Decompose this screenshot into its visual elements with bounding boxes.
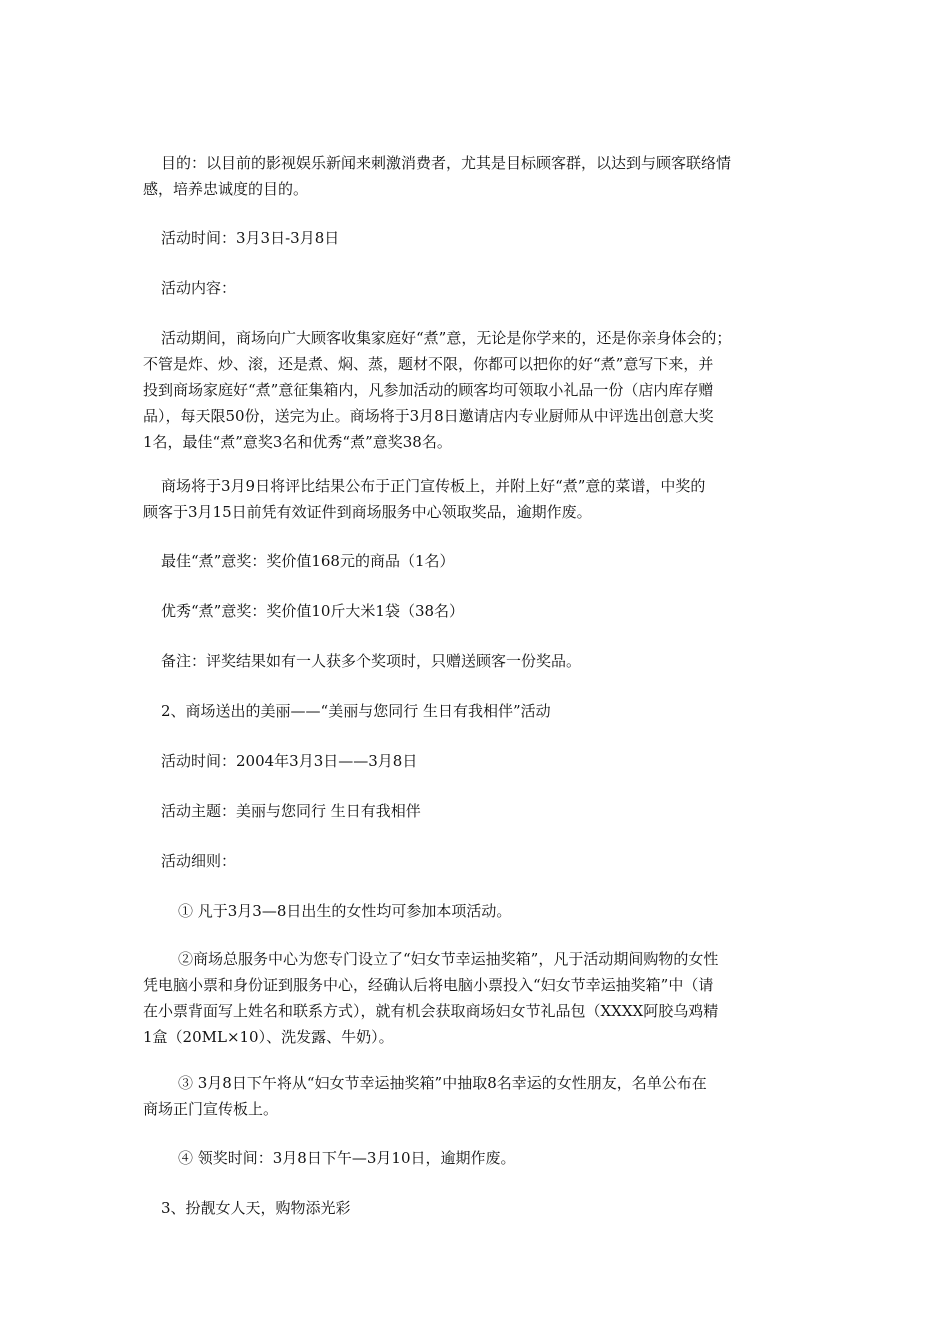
section2-time: [143, 748, 808, 774]
text-line: 3、扮靓女人天，购物添光彩: [161, 1199, 351, 1217]
text-line: ③ 3月8日下午将从“妇女节幸运抽奖箱”中抽取8名幸运的女性朋友，名单公布在: [178, 1074, 707, 1092]
section2-details-heading: [143, 848, 808, 874]
text-line: ②商场总服务中心为您专门设立了“妇女节幸运抽奖箱”，凡于活动期间购物的女性: [178, 950, 719, 968]
text-line: 商场将于3月9日将评比结果公布于正门宣传板上，并附上好“煮”意的菜谱，中奖的: [161, 477, 706, 495]
note: [143, 648, 808, 674]
text-line: 商场正门宣传板上。: [143, 1100, 279, 1118]
text-line: 活动期间，商场向广大顾客收集家庭好“煮”意，无论是你学来的，还是你亲身体会的；: [161, 329, 732, 347]
rule-4: [143, 1145, 808, 1171]
text-line: 优秀“煮”意奖：奖价值10斤大米1袋（38名）: [161, 602, 465, 620]
rule-1: [143, 898, 808, 924]
best-award: [143, 548, 808, 574]
text-line: 品），每天限50份，送完为止。商场将于3月8日邀请店内专业厨师从中评选出创意大奖: [143, 407, 714, 425]
text-line: 活动时间：2004年3月3日——3月8日: [161, 752, 418, 770]
text-line: 投到商场家庭好“煮”意征集箱内，凡参加活动的顾客均可领取小礼品一份（店内库存赠: [143, 381, 714, 399]
text-line: 最佳“煮”意奖：奖价值168元的商品（1名）: [161, 552, 455, 570]
text-line: ① 凡于3月3—8日出生的女性均可参加本项活动。: [178, 902, 512, 920]
activity-time: [143, 225, 808, 251]
text-line: 1盒（20ML×10）、洗发露、牛奶）。: [143, 1028, 394, 1046]
text-line: 1名，最佳“煮”意奖3名和优秀“煮”意奖38名。: [143, 433, 452, 451]
section2-theme: [143, 798, 808, 824]
text-line: 2、商场送出的美丽——“美丽与您同行 生日有我相伴”活动: [161, 702, 551, 720]
text-line: 感，培养忠诚度的目的。: [143, 180, 309, 198]
rule-2: [143, 946, 808, 1050]
text-line: ④ 领奖时间：3月8日下午—3月10日，逾期作废。: [178, 1149, 516, 1167]
text-line: 备注：评奖结果如有一人获多个奖项时，只赠送顾客一份奖品。: [161, 652, 582, 670]
section2-title: [143, 698, 808, 724]
text-line: 凭电脑小票和身份证到服务中心，经确认后将电脑小票投入“妇女节幸运抽奖箱”中（请: [143, 976, 714, 994]
text-line: 活动细则：: [161, 852, 237, 870]
text-line: 活动内容：: [161, 279, 237, 297]
text-line: 活动主题：美丽与您同行 生日有我相伴: [161, 802, 421, 820]
text-line: 不管是炸、炒、滚，还是煮、焖、蒸，题材不限，你都可以把你的好“煮”意写下来，并: [143, 355, 714, 373]
activity-period-paragraph: [143, 325, 808, 455]
purpose-paragraph: [143, 150, 808, 202]
activity-content-heading: [143, 275, 808, 301]
text-line: 顾客于3月15日前凭有效证件到商场服务中心领取奖品，逾期作废。: [143, 503, 592, 521]
rule-3: [143, 1070, 808, 1122]
text-line: 活动时间：3月3日-3月8日: [161, 229, 340, 247]
excellent-award: [143, 598, 808, 624]
section3-title: [143, 1195, 808, 1221]
text-line: 在小票背面写上姓名和联系方式），就有机会获取商场妇女节礼品包（XXXX阿胶乌鸡精: [143, 1002, 719, 1020]
announcement-paragraph: [143, 473, 808, 525]
text-line: 目的：以目前的影视娱乐新闻来刺激消费者，尤其是目标顾客群，以达到与顾客联络情: [161, 154, 732, 172]
